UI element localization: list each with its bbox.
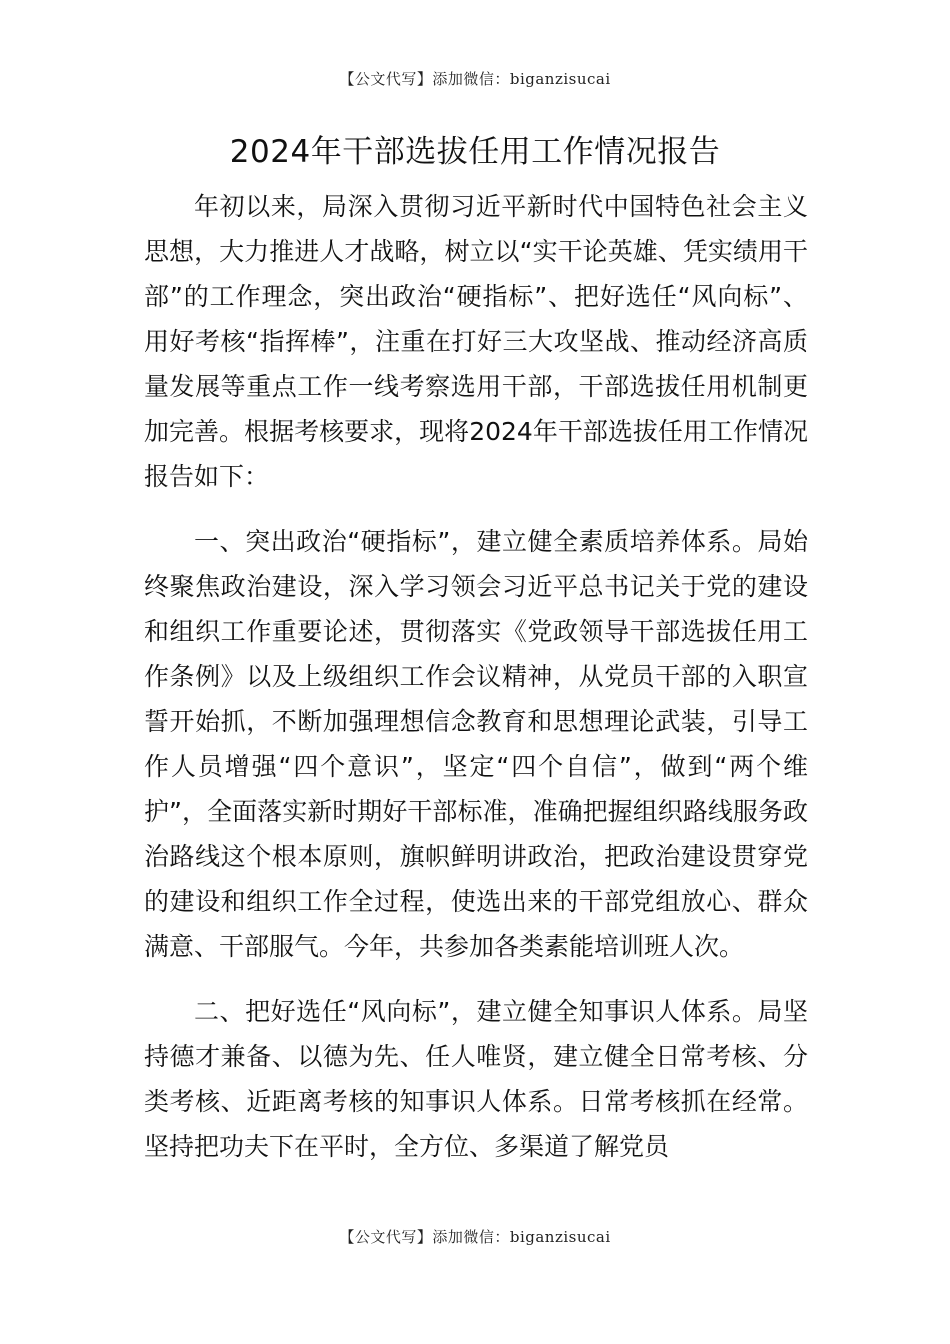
paragraph-section-two: 二、把好选任“风向标”，建立健全知事识人体系。局坚持德才兼备、以德为先、任人唯贤，建立健全日常考核、分类考核、近距离考核的知事识人体系。日常考核抓在经常。坚持把功夫下在平时，全方位、多渠道了解党员 [144,997,808,1161]
document-title: 2024年干部选拔任用工作情况报告 [229,134,721,170]
document-body [144,184,808,1169]
paragraph-section-one: 一、突出政治“硬指标”，建立健全素质培养体系。局始终聚焦政治建设，深入学习领会习近平总书记关于党的建设和组织工作重要论述，贯彻落实《党政领导干部选拔任用工作条例》以及上级组织工作会议精神，从党员干部的入职宣誓开始抓，不断加强理想信念教育和思想理论武装，引导工作人员增强“四个意识”，坚定“四个自信”，做到“两个维护”，全面落实新时期好干部标准，准确把握组织路线服务政治路线这个根本原则，旗帜鲜明讲政治，把政治建设贯穿党的建设和组织工作全过程，使选出来的干部党组放心、群众满意、干部服气。今年，共参加各类素能培训班人次。 [144,527,808,961]
footer-watermark-note: 【公文代写】添加微信：biganzisucai [339,1228,611,1246]
header-watermark-note: 【公文代写】添加微信：biganzisucai [339,70,611,88]
paragraph-intro: 年初以来，局深入贯彻习近平新时代中国特色社会主义思想，大力推进人才战略，树立以“实干论英雄、凭实绩用干部”的工作理念，突出政治“硬指标”、把好选任“风向标”、用好考核“指挥棒”，注重在打好三大攻坚战、推动经济高质量发展等重点工作一线考察选用干部，干部选拔任用机制更加完善。根据考核要求，现将2024年干部选拔任用工作情况报告如下： [144,192,808,491]
